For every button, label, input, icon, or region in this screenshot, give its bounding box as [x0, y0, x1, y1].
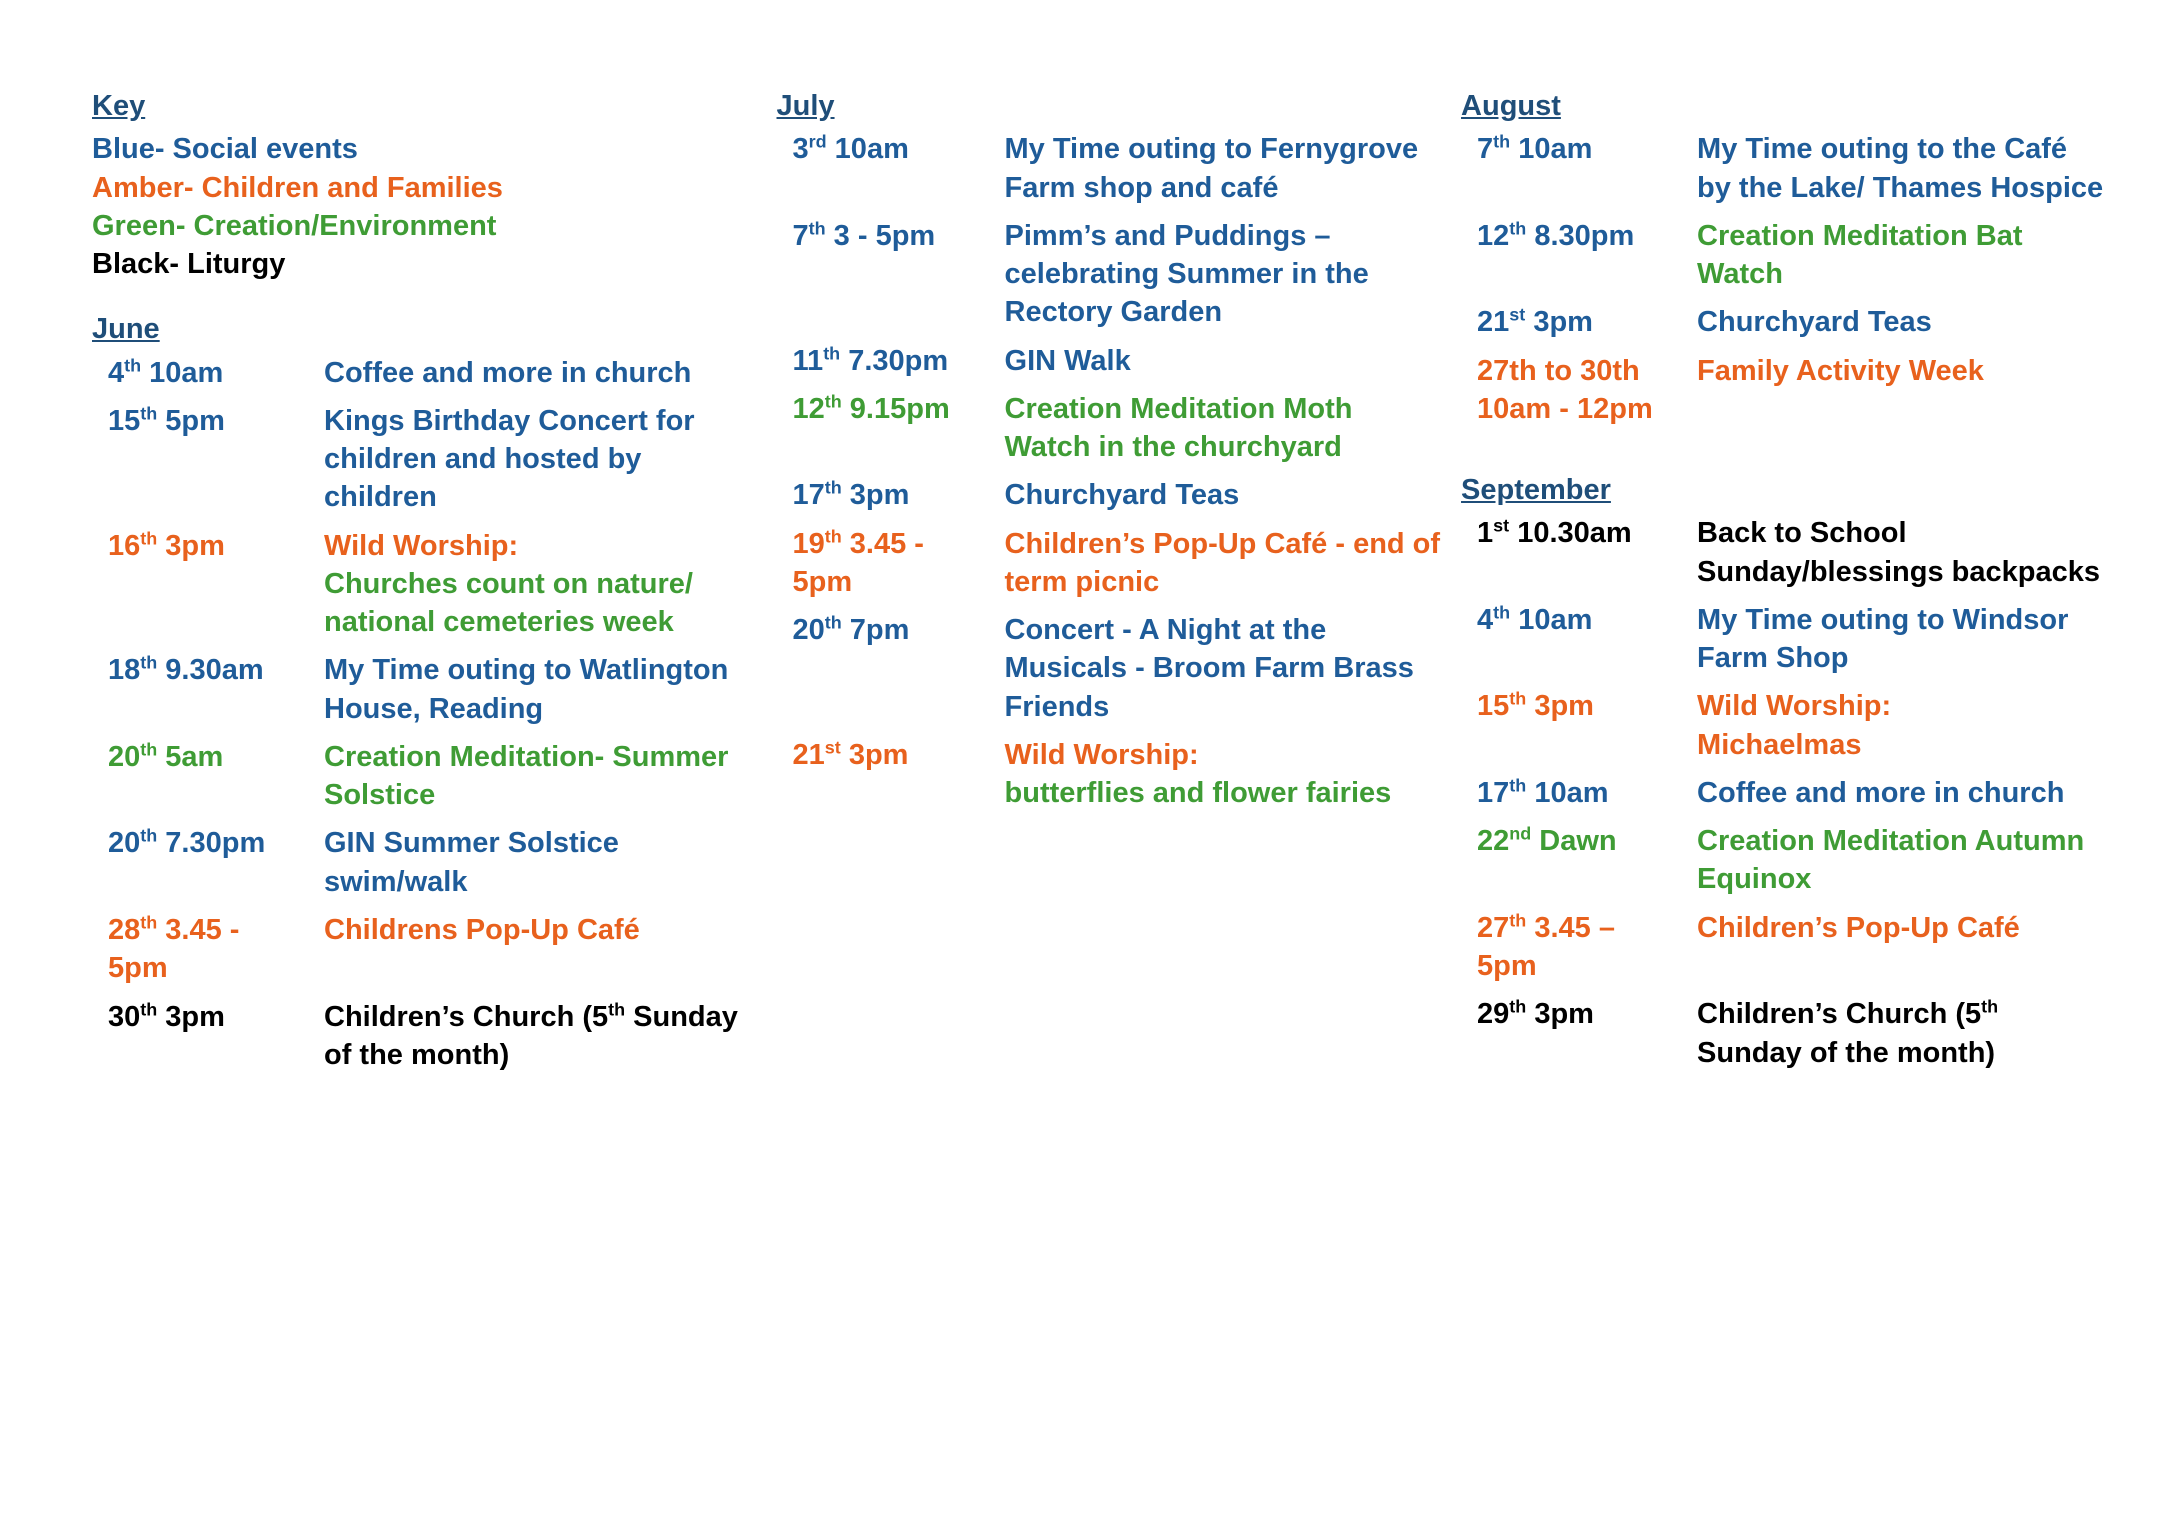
key-title: Key [92, 90, 146, 122]
event-item [92, 527, 757, 642]
key-line-creation: Green- Creation/Environment [92, 209, 497, 242]
event-item [1461, 514, 2106, 591]
event-title: GIN Summer Solstice swim/walk [324, 827, 619, 898]
key-legend [92, 88, 757, 283]
event-item [777, 390, 1442, 467]
event-title: My Time outing to Fernygrove Farm shop and café [1004, 133, 1419, 204]
event-item [777, 611, 1442, 726]
event-title-body: Churches count on nature/ national cemeteries week [324, 567, 693, 639]
event-item [1461, 352, 2106, 429]
event-title: My Time outing to the Café by the Lake/ Thames Hospice [1697, 133, 2104, 204]
event-item [1461, 687, 2106, 764]
event-title: Coffee and more in church [324, 356, 692, 389]
event-item [92, 402, 757, 517]
event-when: 17th 10am [1477, 775, 1609, 809]
event-when: 28th 3.45 - 5pm [108, 912, 240, 985]
event-item [92, 738, 757, 815]
event-title: Wild Worship: Michaelmas [1697, 690, 1892, 761]
event-title: Concert - A Night at the Musicals - Broom Farm Brass Friends [1004, 614, 1414, 723]
event-item [1461, 217, 2106, 294]
spacer [1461, 438, 2106, 472]
event-when: 27th 3.45 – 5pm [1477, 910, 1615, 983]
event-item [777, 736, 1442, 813]
event-when: 11th 7.30pm [792, 342, 949, 377]
event-when: 21st 3pm [1477, 304, 1593, 339]
event-item [777, 525, 1442, 602]
event-when: 3rd 10am [792, 131, 909, 166]
column-one [92, 88, 777, 1084]
columns-container [92, 88, 2106, 1084]
event-title [1005, 736, 1442, 813]
event-title-prefix: Wild Worship: [1004, 738, 1199, 771]
event-title: My Time outing to Watlington House, Reading [324, 654, 729, 725]
event-title: My Time outing to Windsor Farm Shop [1697, 603, 2069, 675]
event-title: Children’s Church (5th Sunday of the month) [1697, 996, 1999, 1069]
event-item [1461, 601, 2106, 678]
event-when: 15th 3pm [1477, 688, 1594, 723]
event-item [1461, 774, 2106, 812]
event-item [1461, 303, 2106, 341]
event-when: 27th to 30th 10am - 12pm [1477, 354, 1653, 425]
event-when: 30th 3pm [108, 998, 225, 1033]
event-item [1461, 822, 2106, 899]
key-line-children: Amber- Children and Families [92, 171, 503, 204]
event-title: Children’s Pop-Up Café [1697, 911, 2020, 944]
event-when: 12th 8.30pm [1477, 218, 1635, 252]
event-when: 17th 3pm [792, 477, 910, 512]
event-item [92, 651, 757, 728]
event-item [92, 911, 757, 988]
month-title-june: June [92, 313, 160, 346]
event-when: 1st 10.30am [1477, 515, 1632, 550]
event-title: Creation Meditation Moth Watch in the churchyard [1004, 392, 1353, 464]
event-title: Children’s Pop-Up Café - end of term picnic [1004, 527, 1441, 598]
event-title: Coffee and more in church [1697, 776, 2065, 809]
event-item [1461, 909, 2106, 986]
month-title-september: September [1461, 474, 1611, 507]
event-when: 19th 3.45 - 5pm [792, 525, 924, 598]
event-when: 20th 5am [108, 739, 224, 773]
event-title-body: butterflies and flower fairies [1004, 777, 1392, 810]
event-title: Churchyard Teas [1697, 306, 1932, 339]
month-title-july: July [776, 90, 835, 122]
event-title: Churchyard Teas [1004, 479, 1240, 512]
event-title: Childrens Pop-Up Café [324, 914, 640, 947]
month-title-august: August [1461, 90, 1561, 122]
event-item [92, 354, 757, 392]
event-title [324, 527, 757, 642]
event-title: Back to School Sunday/blessings backpacks [1697, 517, 2100, 588]
event-item [777, 130, 1442, 207]
event-title: Pimm’s and Puddings – celebrating Summer in the Rectory Garden [1004, 219, 1369, 329]
event-when: 15th 5pm [108, 403, 225, 437]
event-when: 29th 3pm [1477, 996, 1594, 1031]
event-item [92, 998, 757, 1075]
event-when: 7th 3 - 5pm [792, 218, 936, 252]
event-when: 20th 7pm [792, 612, 910, 647]
event-title: Family Activity Week [1697, 354, 1984, 387]
event-when: 21st 3pm [792, 737, 909, 771]
event-when: 22nd Dawn [1477, 823, 1617, 858]
event-item [777, 476, 1442, 514]
event-when: 7th 10am [1477, 131, 1593, 166]
event-when: 4th 10am [108, 354, 224, 389]
event-title: Creation Meditation Autumn Equinox [1697, 825, 2085, 896]
spacer [92, 293, 757, 311]
event-title: Creation Meditation Bat Watch [1697, 219, 2023, 291]
event-when: 12th 9.15pm [792, 391, 950, 425]
event-item [92, 824, 757, 901]
event-item [1461, 995, 2106, 1072]
column-three [1461, 88, 2106, 1082]
event-when: 4th 10am [1477, 602, 1593, 636]
event-title-prefix: Wild Worship: [324, 529, 519, 562]
event-when: 18th 9.30am [108, 652, 264, 687]
event-item [777, 342, 1442, 380]
event-when: 20th 7.30pm [108, 825, 266, 860]
column-two [777, 88, 1462, 823]
key-line-social: Blue- Social events [92, 133, 358, 166]
event-title: Creation Meditation- Summer Solstice [324, 740, 729, 812]
key-line-liturgy: Black- Liturgy [92, 248, 286, 281]
event-title: GIN Walk [1004, 344, 1131, 377]
event-title: Children’s Church (5th Sunday of the month) [324, 998, 738, 1071]
event-title: Kings Birthday Concert for children and hosted by children [324, 404, 695, 514]
event-item [1461, 130, 2106, 207]
event-when: 16th 3pm [108, 527, 225, 562]
event-item [777, 217, 1442, 332]
